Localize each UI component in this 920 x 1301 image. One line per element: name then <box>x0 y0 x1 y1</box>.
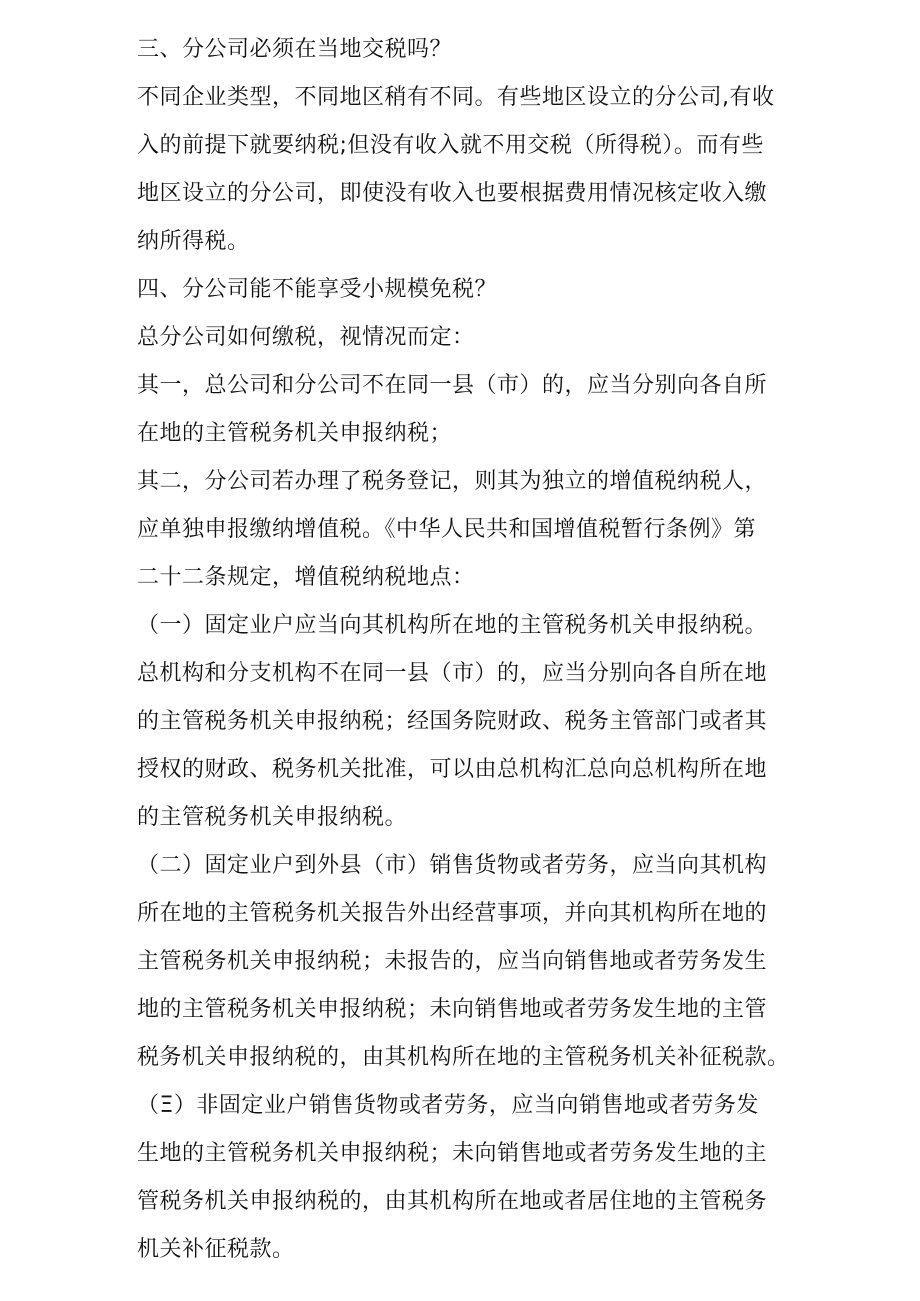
heading-section-3: 三、分公司必须在当地交税吗？ <box>137 37 453 62</box>
paragraph-line: 税务机关申报纳税的，由其机构所在地的主管税务机关补征税款。 <box>137 1045 790 1070</box>
heading-section-4: 四、分公司能不能享受小规模免税？ <box>137 277 498 302</box>
document-body <box>137 26 807 1274</box>
paragraph-line: 生地的主管税务机关申报纳税；未向销售地或者劳务发生地的主 <box>137 1141 768 1166</box>
paragraph-line: 应单独申报缴纳增值税。《中华人民共和国增值税暂行条例》第 <box>137 517 757 542</box>
paragraph-line: （二）固定业户到外县（市）销售货物或者劳务，应当向其机构 <box>137 853 768 878</box>
paragraph-line: 不同企业类型，不同地区稍有不同。有些地区设立的分公司,有收 <box>137 85 775 110</box>
paragraph-line: 的主管税务机关申报纳税；经国务院财政、税务主管部门或者其 <box>137 709 768 734</box>
paragraph-line: 总分公司如何缴税，视情况而定： <box>137 325 475 350</box>
paragraph-line: 总机构和分支机构不在同一县（市）的，应当分别向各自所在地 <box>137 661 768 686</box>
paragraph-line: （Ξ）非固定业户销售货物或者劳务，应当向销售地或者劳务发 <box>137 1093 759 1118</box>
paragraph-line: 管税务机关申报纳税的，由其机构所在地或者居住地的主管税务 <box>137 1189 768 1214</box>
paragraph-line: 授权的财政、税务机关批准，可以由总机构汇总向总机构所在地 <box>137 757 768 782</box>
paragraph-line: 地的主管税务机关申报纳税；未向销售地或者劳务发生地的主管 <box>137 997 768 1022</box>
paragraph-line: 在地的主管税务机关申报纳税； <box>137 421 453 446</box>
paragraph-line: 地区设立的分公司，即使没有收入也要根据费用情况核定收入缴 <box>137 181 768 206</box>
paragraph-line: 机关补征税款。 <box>137 1237 295 1262</box>
paragraph-line: 主管税务机关申报纳税；未报告的，应当向销售地或者劳务发生 <box>137 949 768 974</box>
paragraph-line: （一）固定业户应当向其机构所在地的主管税务机关申报纳税。 <box>137 613 768 638</box>
paragraph-line: 纳所得税。 <box>137 229 250 254</box>
paragraph-line: 其一，总公司和分公司不在同一县（市）的，应当分别向各自所 <box>137 373 768 398</box>
paragraph-line: 的主管税务机关申报纳税。 <box>137 805 408 830</box>
paragraph-line: 二十二条规定，增值税纳税地点： <box>137 565 475 590</box>
paragraph-line: 其二，分公司若办理了税务登记，则其为独立的增值税纳税人， <box>137 469 768 494</box>
paragraph-line: 所在地的主管税务机关报告外出经营事项，并向其机构所在地的 <box>137 901 768 926</box>
paragraph-line: 入的前提下就要纳税;但没有收入就不用交税（所得税）。而有些 <box>137 133 764 158</box>
